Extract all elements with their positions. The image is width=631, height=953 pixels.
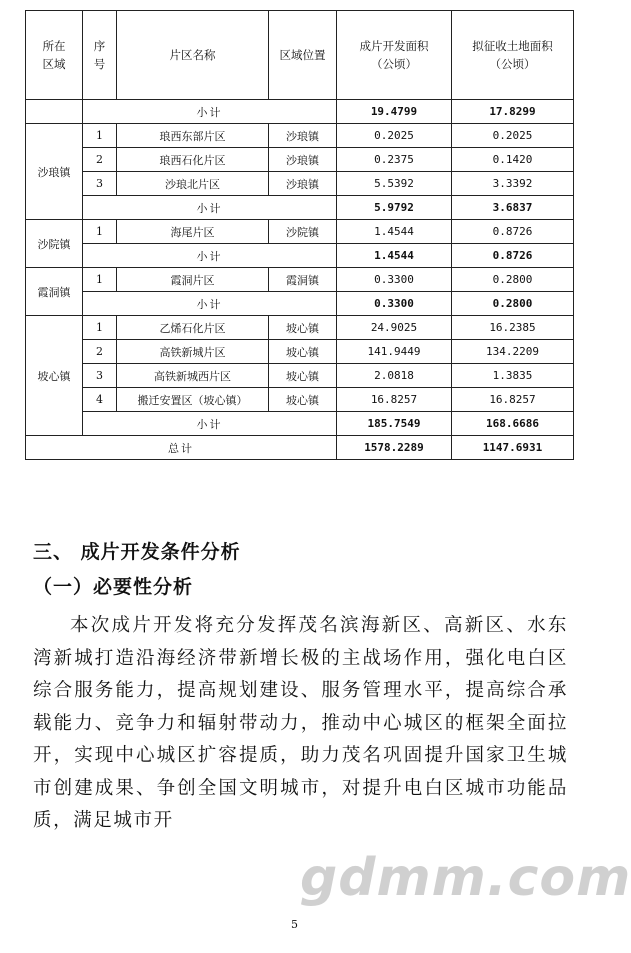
subtotal-row xyxy=(26,244,574,268)
number-cell: 2 xyxy=(83,148,117,172)
watermark-logo: gdmm.com xyxy=(300,848,631,908)
zone-name-cell: 高铁新城片区 xyxy=(117,340,269,364)
header-acq-area: 拟征收土地面积 （公顷） xyxy=(452,11,574,100)
header-number: 序 号 xyxy=(83,11,117,100)
acq-area-cell: 16.2385 xyxy=(452,316,574,340)
table-body xyxy=(26,100,574,460)
location-cell: 坡心镇 xyxy=(269,340,337,364)
location-cell: 霞洞镇 xyxy=(269,268,337,292)
dev-area-cell: 1578.2289 xyxy=(337,436,452,460)
dev-area-cell: 2.0818 xyxy=(337,364,452,388)
subtotal-row xyxy=(26,412,574,436)
acq-area-cell: 1.3835 xyxy=(452,364,574,388)
acq-area-cell: 0.1420 xyxy=(452,148,574,172)
region-cell: 坡心镇 xyxy=(26,316,83,436)
dev-area-cell: 0.3300 xyxy=(337,292,452,316)
table-row xyxy=(26,148,574,172)
dev-area-cell: 185.7549 xyxy=(337,412,452,436)
acq-area-cell: 0.2800 xyxy=(452,268,574,292)
dev-area-cell: 0.2025 xyxy=(337,124,452,148)
header-region: 所在 区域 xyxy=(26,11,83,100)
subsection-heading: （一）必要性分析 xyxy=(33,576,194,598)
number-cell: 4 xyxy=(83,388,117,412)
subtotal-label: 小计 xyxy=(83,412,337,436)
number-cell: 1 xyxy=(83,316,117,340)
zone-name-cell: 乙烯石化片区 xyxy=(117,316,269,340)
table-row xyxy=(26,172,574,196)
acq-area-cell: 0.8726 xyxy=(452,244,574,268)
dev-area-cell: 1.4544 xyxy=(337,220,452,244)
subtotal-label: 小计 xyxy=(83,292,337,316)
subtotal-label: 小计 xyxy=(83,100,337,124)
dev-area-cell: 24.9025 xyxy=(337,316,452,340)
number-cell: 1 xyxy=(83,268,117,292)
number-cell: 1 xyxy=(83,220,117,244)
region-cell: 沙院镇 xyxy=(26,220,83,268)
region-cell: 沙琅镇 xyxy=(26,124,83,220)
number-cell: 1 xyxy=(83,124,117,148)
acq-area-cell: 168.6686 xyxy=(452,412,574,436)
table-row xyxy=(26,220,574,244)
dev-area-cell: 0.3300 xyxy=(337,268,452,292)
table-row xyxy=(26,340,574,364)
header-dev-area: 成片开发面积 （公顷） xyxy=(337,11,452,100)
subtotal-row xyxy=(26,196,574,220)
acq-area-cell: 3.3392 xyxy=(452,172,574,196)
header-zone-name: 片区名称 xyxy=(117,11,269,100)
acq-area-cell: 17.8299 xyxy=(452,100,574,124)
number-cell: 3 xyxy=(83,172,117,196)
acq-area-cell: 0.2025 xyxy=(452,124,574,148)
location-cell: 坡心镇 xyxy=(269,316,337,340)
area-table xyxy=(25,10,574,460)
page-number: 5 xyxy=(291,918,298,931)
zone-name-cell: 琅西东部片区 xyxy=(117,124,269,148)
acq-area-cell: 16.8257 xyxy=(452,388,574,412)
acq-area-cell: 3.6837 xyxy=(452,196,574,220)
acq-area-cell: 0.8726 xyxy=(452,220,574,244)
table-row xyxy=(26,268,574,292)
table-row xyxy=(26,316,574,340)
location-cell: 沙琅镇 xyxy=(269,148,337,172)
dev-area-cell: 0.2375 xyxy=(337,148,452,172)
zone-name-cell: 搬迁安置区（坡心镇） xyxy=(117,388,269,412)
zone-name-cell: 高铁新城西片区 xyxy=(117,364,269,388)
blank-region-cell xyxy=(26,100,83,124)
table-row xyxy=(26,364,574,388)
dev-area-cell: 1.4544 xyxy=(337,244,452,268)
subtotal-label: 小计 xyxy=(83,244,337,268)
acq-area-cell: 0.2800 xyxy=(452,292,574,316)
zone-name-cell: 琅西石化片区 xyxy=(117,148,269,172)
number-cell: 2 xyxy=(83,340,117,364)
subtotal-row xyxy=(26,292,574,316)
table-header-row xyxy=(26,11,574,100)
region-cell: 霞洞镇 xyxy=(26,268,83,316)
dev-area-cell: 141.9449 xyxy=(337,340,452,364)
dev-area-cell: 16.8257 xyxy=(337,388,452,412)
location-cell: 坡心镇 xyxy=(269,388,337,412)
header-location: 区域位置 xyxy=(269,11,337,100)
location-cell: 坡心镇 xyxy=(269,364,337,388)
acq-area-cell: 1147.6931 xyxy=(452,436,574,460)
acq-area-cell: 134.2209 xyxy=(452,340,574,364)
location-cell: 沙琅镇 xyxy=(269,172,337,196)
subtotal-row xyxy=(26,100,574,124)
dev-area-cell: 5.5392 xyxy=(337,172,452,196)
zone-name-cell: 海尾片区 xyxy=(117,220,269,244)
total-label: 总计 xyxy=(26,436,337,460)
zone-name-cell: 霞洞片区 xyxy=(117,268,269,292)
body-paragraph: 本次成片开发将充分发挥茂名滨海新区、高新区、水东湾新城打造沿海经济带新增长极的主战场作用，强化电白区综合服务能力，提高规划建设、服务管理水平，提高综合承载能力、竞争力和辐射带动力，推动中心城区的框架全面拉开，实现中心城区扩容提质，助力茂名巩固提升国家卫生城市创建成果、争创全国文明城市，对提升电白区城市功能品质，满足城市开 xyxy=(33,615,568,831)
location-cell: 沙院镇 xyxy=(269,220,337,244)
subtotal-label: 小计 xyxy=(83,196,337,220)
table-row xyxy=(26,388,574,412)
number-cell: 3 xyxy=(83,364,117,388)
total-row xyxy=(26,436,574,460)
section-heading: 三、 成片开发条件分析 xyxy=(33,541,241,563)
location-cell: 沙琅镇 xyxy=(269,124,337,148)
dev-area-cell: 5.9792 xyxy=(337,196,452,220)
table-row xyxy=(26,124,574,148)
zone-name-cell: 沙琅北片区 xyxy=(117,172,269,196)
dev-area-cell: 19.4799 xyxy=(337,100,452,124)
